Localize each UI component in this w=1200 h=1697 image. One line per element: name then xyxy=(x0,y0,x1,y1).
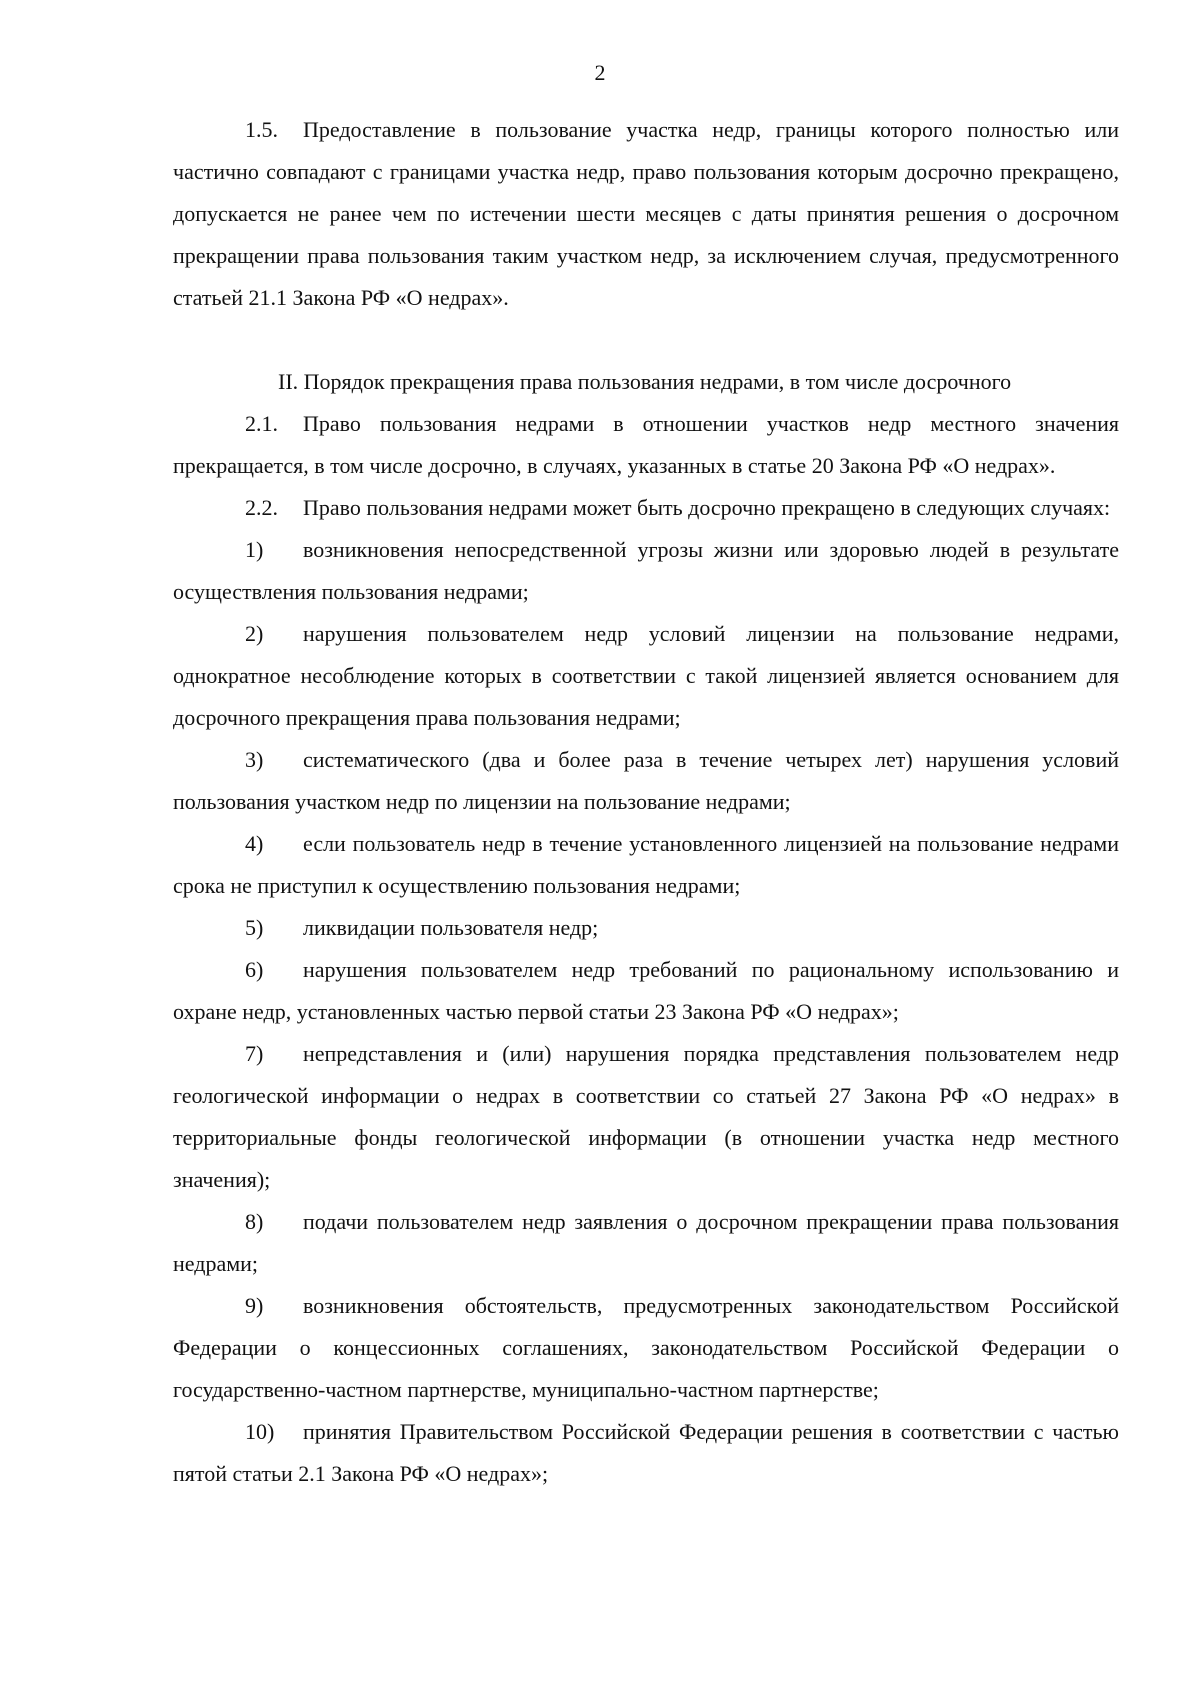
page-number: 2 xyxy=(594,60,606,85)
list-item-number: 2) xyxy=(245,621,264,646)
list-item xyxy=(173,613,1119,739)
list-item xyxy=(173,1411,1119,1495)
paragraph-text: Право пользования недрами в отношении участков недр местного значения прекращается, в том числе досрочно, в случаях, указанных в статье 20 Закона РФ «О недрах». xyxy=(173,411,1119,478)
list-item-text: возникновения обстоятельств, предусмотренных законодательством Российской Федерации о концессионных соглашениях, законодательством Российской Федерации о государственно-частном партнерстве, муниципально-частном партнерстве; xyxy=(173,1293,1119,1402)
paragraph-2-2 xyxy=(173,487,1119,529)
paragraph-number: 2.1. xyxy=(245,411,278,436)
paragraph-2-1 xyxy=(173,403,1119,487)
list-item xyxy=(173,1033,1119,1201)
list-item xyxy=(173,949,1119,1033)
list-item-number: 7) xyxy=(245,1041,264,1066)
paragraph-text: Право пользования недрами может быть досрочно прекращено в следующих случаях: xyxy=(303,495,1111,520)
list-item-text: если пользователь недр в течение установленного лицензией на пользование недрами срока не приступил к осуществлению пользования недрами; xyxy=(173,831,1119,898)
list-item xyxy=(173,529,1119,613)
paragraph-text: Предоставление в пользование участка недр, границы которого полностью или частично совпадают с границами участка недр, право пользования которым досрочно прекращено, допускается не ранее чем по истечении шести месяцев с даты принятия решения о досрочном прекращении права пользования таким участком недр, за исключением случая, предусмотренного статьей 21.1 Закона РФ «О недрах». xyxy=(173,117,1119,310)
paragraph-number: 2.2. xyxy=(245,495,278,520)
list-item xyxy=(173,907,1119,949)
paragraph-number: 1.5. xyxy=(245,117,278,142)
list-item-text: нарушения пользователем недр условий лицензии на пользование недрами, однократное несоблюдение которых в соответствии с такой лицензией является основанием для досрочного прекращения права пользования недрами; xyxy=(173,621,1119,730)
list-item-text: подачи пользователем недр заявления о досрочном прекращении права пользования недрами; xyxy=(173,1209,1119,1276)
list-item-number: 10) xyxy=(245,1419,275,1444)
list-item-number: 9) xyxy=(245,1293,264,1318)
section-title: II. Порядок прекращения права пользования недрами, в том числе досрочного xyxy=(278,369,1012,394)
list-item xyxy=(173,1285,1119,1411)
list-item-number: 3) xyxy=(245,747,264,772)
list-item-number: 1) xyxy=(245,537,264,562)
document-body xyxy=(173,109,1119,1495)
list-item-text: систематического (два и более раза в течение четырех лет) нарушения условий пользования участком недр по лицензии на пользование недрами; xyxy=(173,747,1119,814)
list-item xyxy=(173,1201,1119,1285)
list-item-number: 6) xyxy=(245,957,264,982)
list-item-number: 4) xyxy=(245,831,264,856)
list-item-text: возникновения непосредственной угрозы жизни или здоровью людей в результате осуществления пользования недрами; xyxy=(173,537,1119,604)
list-item-text: ликвидации пользователя недр; xyxy=(303,915,599,940)
list-item xyxy=(173,739,1119,823)
list-item xyxy=(173,823,1119,907)
list-item-text: нарушения пользователем недр требований по рациональному использованию и охране недр, установленных частью первой статьи 23 Закона РФ «О недрах»; xyxy=(173,957,1119,1024)
list-item-number: 8) xyxy=(245,1209,264,1234)
list-item-text: принятия Правительством Российской Федерации решения в соответствии с частью пятой статьи 2.1 Закона РФ «О недрах»; xyxy=(173,1419,1119,1486)
paragraph-1-5 xyxy=(173,109,1119,319)
list-item-number: 5) xyxy=(245,915,264,940)
list-item-text: непредставления и (или) нарушения порядка представления пользователем недр геологической информации о недрах в соответствии со статьей 27 Закона РФ «О недрах» в территориальные фонды геологической информации (в отношении участка недр местного значения); xyxy=(173,1041,1119,1192)
